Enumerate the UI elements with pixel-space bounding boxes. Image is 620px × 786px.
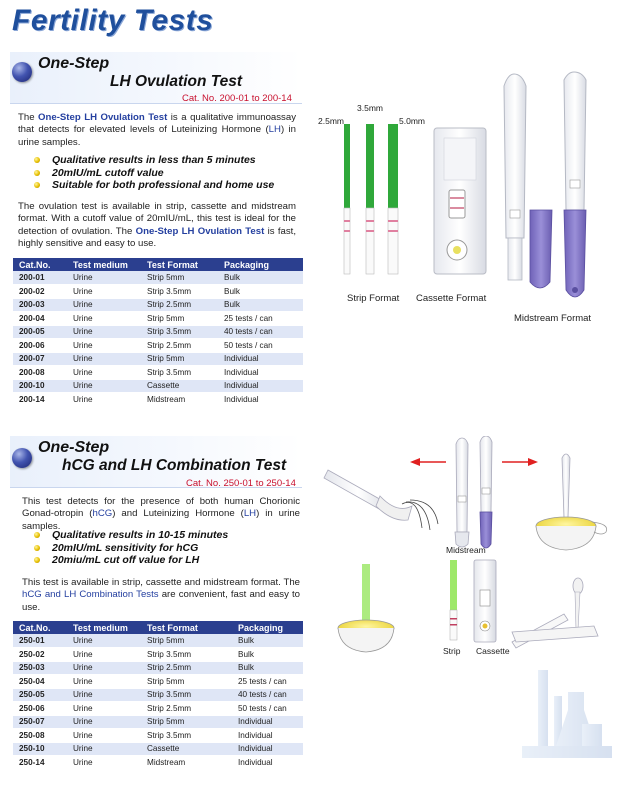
table-row: [13, 325, 303, 339]
table-row: [13, 661, 303, 675]
section-bullet-ball-icon: [12, 448, 32, 468]
cell-medium: Urine: [67, 298, 141, 312]
bullet-dot-icon: [34, 170, 40, 176]
cell-format: Midstream: [141, 756, 232, 770]
cell-medium: Urine: [67, 366, 141, 380]
cell-packaging: Individual: [218, 352, 303, 366]
lh-product-table: [13, 258, 303, 407]
lh-subtitle-product: LH Ovulation Test: [110, 73, 243, 90]
cell-medium: Urine: [67, 648, 141, 662]
table-row: [13, 715, 303, 729]
cell-cat-no: 250-14: [13, 756, 67, 770]
cell-medium: Urine: [67, 702, 141, 716]
table-row: [13, 729, 303, 743]
cell-packaging: Individual: [232, 742, 303, 756]
midstream-purple: [480, 436, 492, 548]
hcg-cassette: [474, 560, 496, 642]
list-item: 20mIU/mL sensitivity for hCG: [30, 542, 300, 555]
cell-cat-no: 250-04: [13, 675, 67, 689]
table-row: [13, 298, 303, 312]
strip-width-label: 2.5mm: [318, 116, 344, 126]
midstream-white: [455, 438, 469, 547]
cell-medium: Urine: [67, 312, 141, 326]
cell-packaging: 25 tests / can: [218, 312, 303, 326]
test-cassette: [434, 128, 486, 274]
cell-format: Strip 3.5mm: [141, 285, 218, 299]
midstream-in-urine-stream: [324, 470, 438, 530]
cell-cat-no: 250-01: [13, 634, 67, 648]
cell-medium: Urine: [67, 715, 141, 729]
list-item: Qualitative results in less than 5 minutes: [30, 154, 300, 167]
cell-medium: Urine: [67, 675, 141, 689]
urine-cup-with-midstream: [536, 454, 607, 550]
column-header: Packaging: [232, 621, 303, 634]
cell-format: Strip 5mm: [141, 271, 218, 285]
hcg-feature-list: [30, 529, 300, 567]
cell-cat-no: 200-02: [13, 285, 67, 299]
list-item: Suitable for both professional and home use: [30, 179, 300, 192]
table-row: [13, 688, 303, 702]
column-header: Packaging: [218, 258, 303, 271]
test-strip-35mm: [366, 124, 374, 274]
cell-cat-no: 200-14: [13, 393, 67, 407]
column-header: Test Format: [141, 621, 232, 634]
dropper-and-cassette: [512, 578, 598, 648]
cell-packaging: 50 tests / can: [232, 702, 303, 716]
cell-format: Strip 5mm: [141, 675, 232, 689]
table-row: [13, 742, 303, 756]
cell-medium: Urine: [67, 756, 141, 770]
cell-packaging: Bulk: [218, 285, 303, 299]
table-row: [13, 271, 303, 285]
cell-format: Cassette: [141, 379, 218, 393]
cell-format: Strip 2.5mm: [141, 339, 218, 353]
cell-cat-no: 250-02: [13, 648, 67, 662]
cell-cat-no: 200-04: [13, 312, 67, 326]
cell-packaging: Individual: [232, 715, 303, 729]
cell-cat-no: 200-06: [13, 339, 67, 353]
cell-packaging: Individual: [218, 366, 303, 380]
cell-medium: Urine: [67, 634, 141, 648]
table-row: [13, 702, 303, 716]
cell-cat-no: 200-08: [13, 366, 67, 380]
cell-packaging: Bulk: [232, 648, 303, 662]
cell-cat-no: 250-10: [13, 742, 67, 756]
cell-packaging: Individual: [232, 729, 303, 743]
list-item: 20miu/mL cut off value for LH: [30, 554, 300, 567]
cell-packaging: Bulk: [218, 271, 303, 285]
cell-cat-no: 250-08: [13, 729, 67, 743]
strip-in-urine-cup: [338, 564, 394, 652]
cell-cat-no: 200-07: [13, 352, 67, 366]
list-item: Qualitative results in 10-15 minutes: [30, 529, 300, 542]
table-row: [13, 312, 303, 326]
lh-feature-list: [30, 154, 300, 192]
arrow-right-icon: [502, 458, 538, 466]
cell-format: Strip 5mm: [141, 715, 232, 729]
cell-format: Strip 3.5mm: [141, 648, 232, 662]
column-header: Test Format: [141, 258, 218, 271]
table-row: [13, 648, 303, 662]
section-bullet-ball-icon: [12, 62, 32, 82]
cell-medium: Urine: [67, 688, 141, 702]
test-strip-25mm: [344, 124, 350, 274]
hcg-subtitle-product: hCG and LH Combination Test: [62, 457, 287, 474]
cell-packaging: Individual: [218, 393, 303, 407]
hcg-strip: [450, 560, 457, 640]
strip-caption: Strip: [443, 646, 461, 656]
arrow-left-icon: [410, 458, 446, 466]
cell-medium: Urine: [67, 661, 141, 675]
cell-cat-no: 200-03: [13, 298, 67, 312]
bullet-dot-icon: [34, 157, 40, 163]
midstream-capped: [504, 74, 552, 288]
cell-format: Strip 3.5mm: [141, 366, 218, 380]
lh-catalog-range: Cat. No. 200-01 to 200-14: [182, 93, 292, 104]
cell-format: Midstream: [141, 393, 218, 407]
cell-packaging: Bulk: [232, 634, 303, 648]
cell-medium: Urine: [67, 339, 141, 353]
cell-cat-no: 200-05: [13, 325, 67, 339]
column-header: Cat.No.: [13, 258, 67, 271]
column-header: Cat.No.: [13, 621, 67, 634]
cell-format: Strip 2.5mm: [141, 661, 232, 675]
cell-packaging: Individual: [232, 756, 303, 770]
table-row: [13, 393, 303, 407]
cell-packaging: Individual: [218, 379, 303, 393]
test-strip-50mm: [388, 124, 398, 274]
strip-format-caption: Strip Format: [347, 293, 400, 304]
cell-format: Strip 2.5mm: [141, 702, 232, 716]
cell-format: Cassette: [141, 742, 232, 756]
cell-cat-no: 200-01: [13, 271, 67, 285]
strip-width-label: 3.5mm: [357, 103, 383, 113]
cell-format: Strip 3.5mm: [141, 729, 232, 743]
table-row: [13, 379, 303, 393]
hcg-subtitle-one-step: One-Step: [38, 439, 110, 456]
hcg-format-paragraph: This test is available in strip, cassette and midstream format. The hCG and LH Combination Tests are convenient, fast and easy to use.: [22, 577, 300, 613]
list-item: 20mIU/mL cutoff value: [30, 167, 300, 180]
cell-format: Strip 5mm: [141, 312, 218, 326]
table-header-row: [13, 258, 303, 271]
cell-format: Strip 3.5mm: [141, 325, 218, 339]
cell-cat-no: 250-03: [13, 661, 67, 675]
table-row: [13, 756, 303, 770]
hcg-product-table: [13, 621, 303, 770]
column-header: Test medium: [67, 621, 141, 634]
bullet-dot-icon: [34, 545, 40, 551]
cell-medium: Urine: [67, 379, 141, 393]
lh-intro-paragraph: The One-Step LH Ovulation Test is a qualitative immunoassay that detects for elevated levels of Luteinizing Hormone (LH) in urine samples.: [18, 112, 297, 148]
cell-medium: Urine: [67, 393, 141, 407]
table-header-row: [13, 621, 303, 634]
cell-format: Strip 3.5mm: [141, 688, 232, 702]
lh-subtitle-one-step: One-Step: [38, 55, 110, 72]
hcg-catalog-range: Cat. No. 250-01 to 250-14: [186, 478, 296, 489]
cell-packaging: Bulk: [232, 661, 303, 675]
cell-cat-no: 200-10: [13, 379, 67, 393]
cell-packaging: 25 tests / can: [232, 675, 303, 689]
strip-width-label: 5.0mm: [399, 116, 425, 126]
cell-packaging: 40 tests / can: [218, 325, 303, 339]
cell-packaging: Bulk: [218, 298, 303, 312]
lab-glassware-watermark: [522, 670, 612, 758]
cell-medium: Urine: [67, 352, 141, 366]
hcg-usage-illustration: [322, 436, 612, 776]
lh-format-paragraph: The ovulation test is available in strip, cassette and midstream format. With a cutoff value of 20mIU/mL, this test is ideal for the detection of ovulation. The One-Step LH Ovulation Test is fast, highly sensitive and easy to use.: [18, 201, 297, 249]
cassette-format-caption: Cassette Format: [416, 293, 487, 304]
bullet-dot-icon: [34, 182, 40, 188]
cell-format: Strip 2.5mm: [141, 298, 218, 312]
bullet-dot-icon: [34, 532, 40, 538]
column-header: Test medium: [67, 258, 141, 271]
cell-cat-no: 250-06: [13, 702, 67, 716]
cell-packaging: 40 tests / can: [232, 688, 303, 702]
cell-format: Strip 5mm: [141, 352, 218, 366]
lh-product-illustration: [310, 70, 610, 330]
cassette-caption: Cassette: [476, 646, 510, 656]
cell-packaging: 50 tests / can: [218, 339, 303, 353]
midstream-caption: Midstream: [446, 545, 486, 555]
cell-cat-no: 250-07: [13, 715, 67, 729]
cell-medium: Urine: [67, 729, 141, 743]
cell-medium: Urine: [67, 285, 141, 299]
page-title: Fertility Tests: [12, 4, 214, 37]
table-row: [13, 634, 303, 648]
table-row: [13, 675, 303, 689]
table-row: [13, 285, 303, 299]
cell-medium: Urine: [67, 742, 141, 756]
table-row: [13, 352, 303, 366]
hcg-intro-paragraph: This test detects for the presence of both human Chorionic Gonad-otropin (hCG) and Luteinizing Hormone (LH) in urine samples.: [22, 496, 300, 532]
table-row: [13, 366, 303, 380]
bullet-dot-icon: [34, 557, 40, 563]
cell-medium: Urine: [67, 271, 141, 285]
table-row: [13, 339, 303, 353]
cell-cat-no: 250-05: [13, 688, 67, 702]
cell-format: Strip 5mm: [141, 634, 232, 648]
cell-medium: Urine: [67, 325, 141, 339]
midstream-open: [564, 72, 586, 297]
midstream-format-caption: Midstream Format: [514, 313, 592, 324]
